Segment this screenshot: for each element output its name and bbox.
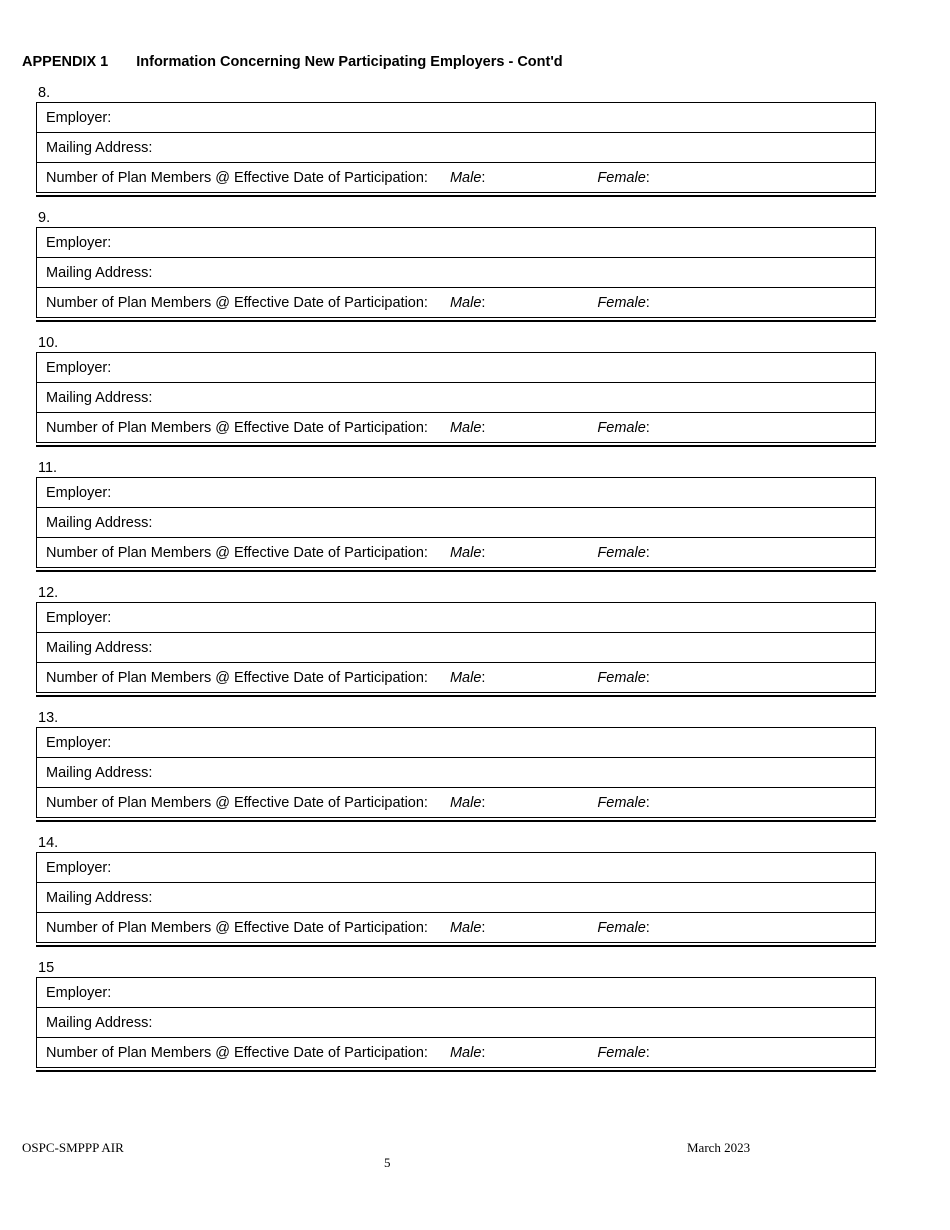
employer-table-inner	[36, 727, 876, 818]
employer-section	[36, 835, 876, 947]
employer-section	[36, 585, 876, 697]
employer-table	[36, 602, 876, 697]
female-count-field[interactable]	[650, 163, 875, 192]
female-count-field[interactable]	[650, 288, 875, 317]
female-count-field[interactable]	[650, 538, 875, 567]
employer-label: Employer:	[46, 359, 112, 376]
employer-field[interactable]	[111, 228, 875, 257]
employer-table	[36, 102, 876, 197]
employer-sections	[36, 85, 876, 1085]
plan-members-label: Number of Plan Members @ Effective Date of Participation:	[46, 169, 428, 186]
female-label-text: Female	[597, 919, 646, 936]
female-label-colon: :	[645, 919, 650, 936]
mailing-address-label: Mailing Address:	[46, 639, 153, 656]
female-label-colon: :	[645, 294, 650, 311]
female-label-colon: :	[645, 794, 650, 811]
employer-section	[36, 335, 876, 447]
plan-members-label: Number of Plan Members @ Effective Date of Participation:	[46, 294, 428, 311]
mailing-address-field[interactable]	[152, 633, 875, 662]
male-count-field[interactable]	[485, 538, 597, 567]
male-label-text: Male	[449, 419, 482, 436]
male-label-colon: :	[481, 794, 486, 811]
mailing-address-row	[37, 133, 875, 163]
female-label-text: Female	[597, 1044, 646, 1061]
male-label	[450, 420, 485, 436]
employer-table-inner	[36, 102, 876, 193]
employer-table	[36, 977, 876, 1072]
male-label-colon: :	[481, 1044, 486, 1061]
employer-table-inner	[36, 477, 876, 568]
male-label-colon: :	[481, 544, 486, 561]
page-heading	[22, 54, 563, 70]
employer-section	[36, 85, 876, 197]
plan-members-row	[37, 788, 875, 818]
employer-row	[37, 728, 875, 758]
female-label-text: Female	[597, 169, 646, 186]
male-label-colon: :	[481, 419, 486, 436]
mailing-address-row	[37, 258, 875, 288]
employer-section	[36, 710, 876, 822]
mailing-address-label: Mailing Address:	[46, 514, 153, 531]
mailing-address-field[interactable]	[152, 1008, 875, 1037]
employer-table-inner	[36, 852, 876, 943]
male-count-field[interactable]	[485, 788, 597, 817]
male-label	[450, 170, 485, 186]
female-label	[597, 295, 649, 311]
male-label-colon: :	[481, 919, 486, 936]
female-label	[597, 420, 649, 436]
page-title: Information Concerning New Participating Employers - Cont'd	[136, 54, 563, 70]
male-label	[450, 670, 485, 686]
male-label-text: Male	[449, 919, 482, 936]
female-label	[597, 1045, 649, 1061]
female-label	[597, 170, 649, 186]
male-label-text: Male	[449, 544, 482, 561]
section-number: 12.	[38, 585, 59, 601]
female-label-colon: :	[645, 669, 650, 686]
female-label-colon: :	[645, 1044, 650, 1061]
employer-row	[37, 853, 875, 883]
employer-row	[37, 228, 875, 258]
plan-members-row	[37, 913, 875, 943]
mailing-address-row	[37, 1008, 875, 1038]
female-label-text: Female	[597, 294, 646, 311]
male-label-text: Male	[449, 294, 482, 311]
female-label-text: Female	[597, 544, 646, 561]
employer-label: Employer:	[46, 984, 112, 1001]
mailing-address-label: Mailing Address:	[46, 389, 153, 406]
female-label	[597, 920, 649, 936]
female-count-field[interactable]	[650, 1038, 875, 1067]
female-label-colon: :	[645, 544, 650, 561]
mailing-address-field[interactable]	[152, 133, 875, 162]
plan-members-label: Number of Plan Members @ Effective Date of Participation:	[46, 919, 428, 936]
male-label-colon: :	[481, 669, 486, 686]
plan-members-row	[37, 288, 875, 318]
page-number: 5	[384, 1155, 391, 1170]
female-label	[597, 545, 649, 561]
employer-field[interactable]	[111, 103, 875, 132]
male-label-colon: :	[481, 294, 486, 311]
mailing-address-row	[37, 883, 875, 913]
male-label-text: Male	[449, 669, 482, 686]
employer-label: Employer:	[46, 234, 112, 251]
male-label-colon: :	[481, 169, 486, 186]
female-label	[597, 670, 649, 686]
male-label	[450, 920, 485, 936]
employer-field[interactable]	[111, 353, 875, 382]
female-count-field[interactable]	[650, 413, 875, 442]
mailing-address-label: Mailing Address:	[46, 764, 153, 781]
male-label	[450, 795, 485, 811]
employer-row	[37, 103, 875, 133]
employer-label: Employer:	[46, 484, 112, 501]
mailing-address-row	[37, 383, 875, 413]
mailing-address-field[interactable]	[152, 383, 875, 412]
section-number: 15	[38, 960, 55, 976]
mailing-address-label: Mailing Address:	[46, 889, 153, 906]
employer-field[interactable]	[111, 478, 875, 507]
employer-section	[36, 960, 876, 1072]
employer-row	[37, 978, 875, 1008]
employer-section	[36, 460, 876, 572]
employer-label: Employer:	[46, 109, 112, 126]
female-label-text: Female	[597, 794, 646, 811]
plan-members-row	[37, 1038, 875, 1068]
mailing-address-field[interactable]	[152, 883, 875, 912]
plan-members-label: Number of Plan Members @ Effective Date of Participation:	[46, 1044, 428, 1061]
employer-field[interactable]	[111, 603, 875, 632]
employer-row	[37, 478, 875, 508]
plan-members-row	[37, 538, 875, 568]
mailing-address-field[interactable]	[152, 508, 875, 537]
plan-members-row	[37, 163, 875, 193]
employer-table	[36, 227, 876, 322]
employer-table	[36, 852, 876, 947]
employer-label: Employer:	[46, 609, 112, 626]
mailing-address-label: Mailing Address:	[46, 139, 153, 156]
mailing-address-field[interactable]	[152, 258, 875, 287]
female-count-field[interactable]	[650, 788, 875, 817]
mailing-address-row	[37, 758, 875, 788]
employer-section	[36, 210, 876, 322]
male-label	[450, 545, 485, 561]
section-number: 9.	[38, 210, 51, 226]
section-number: 13.	[38, 710, 59, 726]
male-label-text: Male	[449, 794, 482, 811]
male-label-text: Male	[449, 1044, 482, 1061]
employer-row	[37, 603, 875, 633]
employer-table	[36, 477, 876, 572]
mailing-address-label: Mailing Address:	[46, 1014, 153, 1031]
employer-field[interactable]	[111, 853, 875, 882]
plan-members-row	[37, 413, 875, 443]
employer-table-inner	[36, 977, 876, 1068]
appendix-label: APPENDIX 1	[22, 54, 109, 70]
female-label	[597, 795, 649, 811]
plan-members-label: Number of Plan Members @ Effective Date of Participation:	[46, 794, 428, 811]
female-count-field[interactable]	[650, 913, 875, 942]
male-label-text: Male	[449, 169, 482, 186]
section-number: 10.	[38, 335, 59, 351]
section-number: 11.	[38, 460, 58, 476]
plan-members-label: Number of Plan Members @ Effective Date of Participation:	[46, 419, 428, 436]
female-label-colon: :	[645, 419, 650, 436]
section-number: 8.	[38, 85, 51, 101]
plan-members-label: Number of Plan Members @ Effective Date of Participation:	[46, 544, 428, 561]
document-code: OSPC-SMPPP AIR	[22, 1140, 124, 1155]
female-label-colon: :	[645, 169, 650, 186]
mailing-address-row	[37, 633, 875, 663]
female-label-text: Female	[597, 669, 646, 686]
employer-table-inner	[36, 227, 876, 318]
employer-label: Employer:	[46, 859, 112, 876]
mailing-address-row	[37, 508, 875, 538]
footer-date: March 2023	[687, 1140, 751, 1155]
male-count-field[interactable]	[485, 288, 597, 317]
employer-table-inner	[36, 602, 876, 693]
employer-table	[36, 727, 876, 822]
male-count-field[interactable]	[485, 913, 597, 942]
employer-table	[36, 352, 876, 447]
employer-label: Employer:	[46, 734, 112, 751]
employer-field[interactable]	[111, 978, 875, 1007]
section-number: 14.	[38, 835, 59, 851]
mailing-address-field[interactable]	[152, 758, 875, 787]
female-label-text: Female	[597, 419, 646, 436]
male-count-field[interactable]	[485, 1038, 597, 1067]
male-count-field[interactable]	[485, 413, 597, 442]
employer-row	[37, 353, 875, 383]
male-count-field[interactable]	[485, 663, 597, 692]
plan-members-row	[37, 663, 875, 693]
employer-field[interactable]	[111, 728, 875, 757]
employer-table-inner	[36, 352, 876, 443]
female-count-field[interactable]	[650, 663, 875, 692]
male-label	[450, 295, 485, 311]
male-label	[450, 1045, 485, 1061]
male-count-field[interactable]	[485, 163, 597, 192]
mailing-address-label: Mailing Address:	[46, 264, 153, 281]
plan-members-label: Number of Plan Members @ Effective Date of Participation:	[46, 669, 428, 686]
